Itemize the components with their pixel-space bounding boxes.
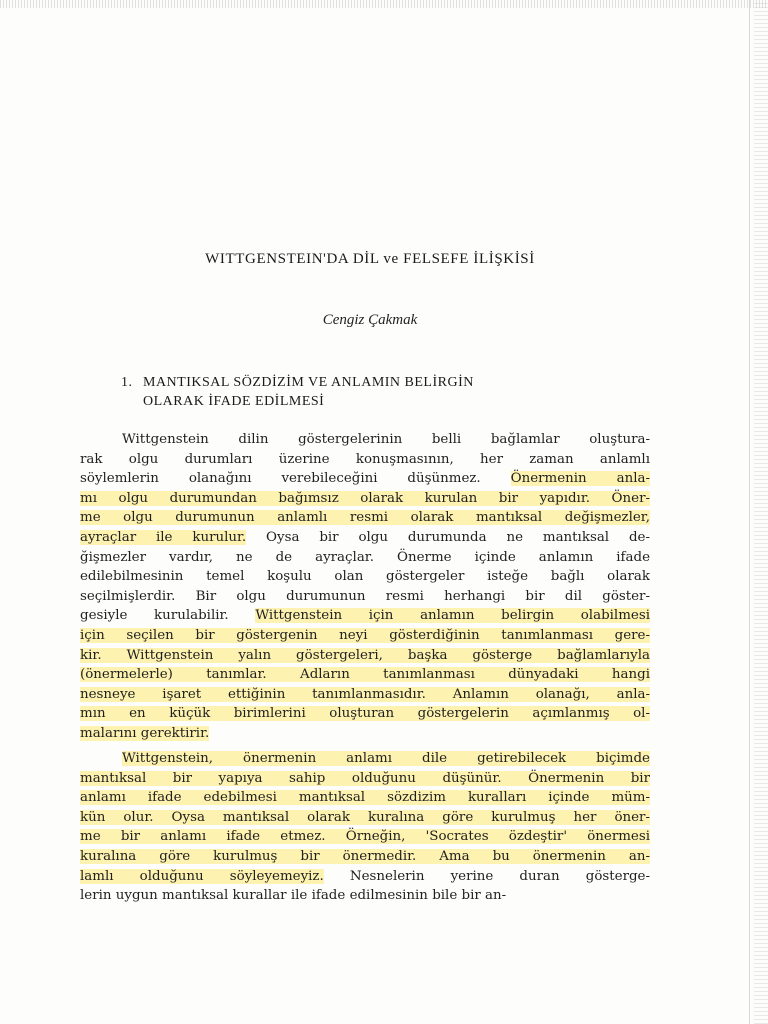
text-line — [80, 685, 650, 705]
section-heading — [121, 373, 641, 411]
text-line — [80, 430, 650, 450]
text-line — [80, 749, 650, 769]
section-number: 1. — [121, 375, 133, 390]
article-title: WITTGENSTEIN'DA DİL ve FELSEFE İLİŞKİSİ — [205, 251, 535, 267]
section-heading-line-1: MANTIKSAL SÖZDİZİM VE ANLAMIN BELİRGİN — [143, 375, 474, 390]
text-line — [80, 528, 650, 548]
text-line — [80, 808, 650, 828]
highlighted-text: ayraçlar ile kurulur. — [80, 529, 247, 545]
highlighted-text: Wittgenstein için anlamın belirgin olabilmesi — [255, 608, 650, 624]
text-segment: gesiyle kurulabilir. — [80, 608, 256, 624]
text-segment: Wittgenstein dilin göstergelerinin belli bağlamlar oluştura- — [122, 432, 650, 447]
text-line — [80, 489, 650, 509]
paragraph-2 — [80, 749, 650, 906]
highlighted-text: nesneye işaret ettiğinin tanımlanmasıdır. Anlamın olanağı, anla- — [80, 686, 650, 702]
scan-artifact-top — [0, 0, 768, 8]
highlighted-text: me bir anlamı ifade etmez. Örneğin, 'Socrates özdeştir' önermesi — [80, 829, 650, 845]
highlighted-text: lamlı olduğunu söyleyemeyiz. — [80, 868, 324, 884]
highlighted-text: Wittgenstein, önermenin anlamı dile getirebilecek biçimde — [122, 751, 650, 766]
highlighted-text: (önermelerle) tanımlar. Adların tanımlanması dünyadaki hangi — [80, 667, 650, 683]
page-edge-line — [749, 0, 750, 1024]
text-line — [80, 626, 650, 646]
text-line — [80, 587, 650, 607]
text-segment: söylemlerin olanağını verebileceğini düşünmez. — [80, 471, 511, 487]
text-line — [80, 847, 650, 867]
highlighted-text: malarını gerektirir. — [80, 725, 210, 741]
text-line — [80, 665, 650, 685]
paragraph-1 — [80, 430, 650, 744]
highlighted-text: için seçilen bir göstergenin neyi gösterdiğinin tanımlanması gere- — [80, 627, 650, 643]
highlighted-text: mı olgu durumundan bağımsız olarak kurulan bir yapıdır. Öner- — [80, 490, 650, 506]
article-author: Cengiz Çakmak — [322, 312, 418, 328]
section-heading-line-2: OLARAK İFADE EDİLMESİ — [143, 394, 325, 409]
text-segment: rak olgu durumları üzerine konuşmasının, her zaman anlamlı — [80, 451, 650, 467]
text-segment: ğişmezler vardır, ne de ayraçlar. Önerme içinde anlamın ifade — [80, 549, 650, 565]
text-line — [80, 606, 650, 626]
text-line — [80, 450, 650, 470]
text-segment: Oysa bir olgu durumunda ne mantıksal de- — [246, 529, 650, 545]
highlighted-text: anlamı ifade edebilmesi mantıksal sözdizim kuralları içinde müm- — [80, 790, 650, 806]
text-line — [80, 704, 650, 724]
text-line — [80, 886, 650, 906]
text-segment: Nesnelerin yerine duran gösterge- — [323, 868, 650, 884]
scan-artifact-right — [754, 0, 768, 1024]
text-line — [80, 769, 650, 789]
highlighted-text: kir. Wittgenstein yalın göstergeleri, başka gösterge bağlamlarıyla — [80, 647, 650, 663]
highlighted-text: kuralına göre kurulmuş bir önermedir. Ama bu önermenin an- — [80, 848, 650, 864]
text-segment: seçilmişlerdir. Bir olgu durumunun resmi herhangi bir dil göster- — [80, 588, 650, 604]
text-line — [80, 567, 650, 587]
highlighted-text: mın en küçük birimlerini oluşturan göstergelerin açımlanmış ol- — [80, 706, 650, 722]
text-line — [80, 724, 650, 744]
text-line — [80, 508, 650, 528]
highlighted-text: mantıksal bir yapıya sahip olduğunu düşünür. Önermenin bir — [80, 770, 650, 786]
text-line — [80, 646, 650, 666]
highlighted-text: kün olur. Oysa mantıksal olarak kuralına göre kurulmuş her öner- — [80, 809, 650, 825]
text-segment: edilebilmesinin temel koşulu olan göstergeler isteğe bağlı olarak — [80, 569, 650, 585]
text-line — [80, 827, 650, 847]
text-line — [80, 788, 650, 808]
text-line — [80, 469, 650, 489]
text-segment: lerin uygun mantıksal kurallar ile ifade edilmesinin bile bir an- — [80, 888, 507, 904]
highlighted-text: me olgu durumunun anlamlı resmi olarak mantıksal değişmezler, — [80, 510, 650, 526]
text-line — [80, 867, 650, 887]
highlighted-text: Önermenin anla- — [510, 471, 650, 487]
text-line — [80, 548, 650, 568]
